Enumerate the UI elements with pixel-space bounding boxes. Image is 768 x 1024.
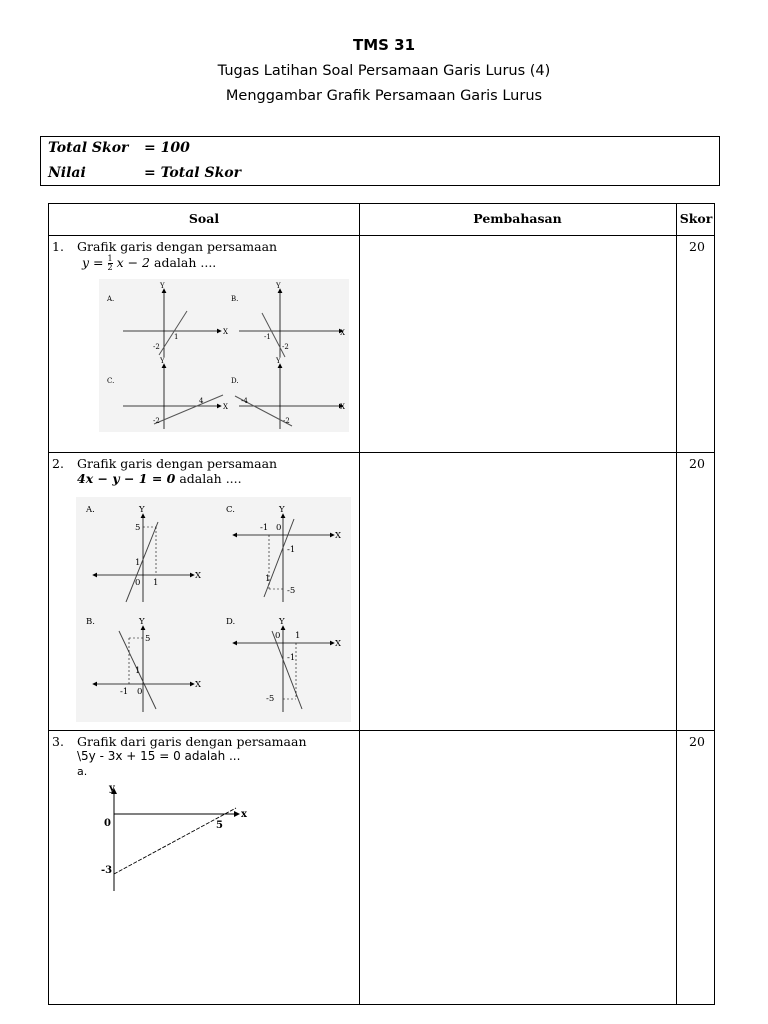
- q2-a-label-0: 0: [135, 578, 141, 588]
- question-3-equation: \5y - 3x + 15 = 0 adalah ...: [77, 749, 241, 763]
- q2-d-axis-y: Y: [279, 617, 285, 627]
- q1-a-axis-x: X: [223, 328, 228, 336]
- question-2-number: 2.: [52, 456, 64, 471]
- q2-a-axis-x: X: [195, 571, 202, 581]
- q2-d-label-m1: -1: [287, 653, 296, 663]
- q1-c-axis-x: X: [223, 403, 228, 411]
- q1-option-c[interactable]: C.: [107, 377, 115, 385]
- q3-axis-x: x: [241, 809, 247, 820]
- q1-c-label-x: 4: [199, 397, 204, 405]
- q2-b-axis-x: X: [195, 680, 202, 690]
- q2-option-d[interactable]: D.: [226, 617, 236, 627]
- q2-c-label-m5: -5: [287, 586, 296, 596]
- question-1-number: 1.: [52, 239, 64, 254]
- q3-label-ym3: -3: [101, 865, 113, 876]
- q1-a-label-y: -2: [153, 343, 160, 351]
- question-3-score: 20: [689, 734, 705, 749]
- question-2-equation: 4x − y − 1 = 0 adalah ....: [77, 471, 242, 486]
- q2-d-label-m5: -5: [266, 694, 275, 704]
- q2-b-label-m1: -1: [120, 687, 129, 697]
- total-score-label: Total Skor: [48, 140, 129, 156]
- q3-axis-y: y: [109, 783, 115, 794]
- q2-a-label-1: 1: [135, 558, 141, 568]
- q1-b-label-y: -2: [282, 343, 289, 351]
- page-title: TMS 31: [352, 36, 416, 54]
- question-table: [48, 203, 715, 1005]
- question-1-equation: y = $\frac{1}{2}$ x − 2 adalah ....: [82, 254, 217, 272]
- question-2-figure: [76, 497, 351, 722]
- total-score-value: = 100: [144, 140, 190, 156]
- header-pembahasan: Pembahasan: [473, 211, 562, 226]
- q1-a-axis-y: Y: [160, 282, 165, 290]
- q3-label-origin: 0: [104, 818, 111, 829]
- question-1-text: Grafik garis dengan persamaan: [77, 239, 278, 254]
- q1-d-label-y: -2: [283, 417, 290, 425]
- q2-d-label-1: 1: [295, 631, 301, 641]
- q2-option-a[interactable]: A.: [86, 505, 95, 515]
- question-1-figure: [99, 279, 349, 432]
- q3-option-a[interactable]: a.: [77, 765, 88, 778]
- q2-c-label-1: 1: [265, 574, 271, 584]
- question-1-score: 20: [689, 239, 705, 254]
- q2-c-label-m1: -1: [260, 523, 269, 533]
- header-skor: Skor: [679, 211, 713, 226]
- q1-a-label-x: 1: [174, 333, 179, 341]
- page-subtitle-2: Menggambar Grafik Persamaan Garis Lurus: [225, 88, 543, 104]
- q2-b-label-1: 1: [135, 666, 141, 676]
- q2-a-label-5: 5: [135, 523, 141, 533]
- grade-value: = Total Skor: [144, 165, 242, 181]
- q1-b-axis-y: Y: [276, 282, 281, 290]
- q1-c-axis-y: Y: [160, 357, 165, 365]
- q1-d-axis-y: Y: [276, 357, 281, 365]
- question-2-text: Grafik garis dengan persamaan: [77, 456, 278, 471]
- q1-c-label-y: -2: [153, 417, 160, 425]
- q2-b-label-0: 0: [137, 687, 143, 697]
- q2-c-label-ym1: -1: [287, 545, 296, 555]
- question-3-text: Grafik dari garis dengan persamaan: [77, 734, 307, 749]
- q1-option-b[interactable]: B.: [231, 295, 239, 303]
- question-2-score: 20: [689, 456, 705, 471]
- q1-option-d[interactable]: D.: [231, 377, 239, 385]
- q1-d-label-x: -4: [241, 397, 248, 405]
- q1-d-axis-x: X: [340, 403, 345, 411]
- q2-b-label-5: 5: [145, 634, 151, 644]
- score-box: [40, 136, 720, 186]
- q1-b-axis-x: X: [340, 329, 345, 337]
- question-3-number: 3.: [52, 734, 64, 749]
- q2-option-c[interactable]: C.: [226, 505, 235, 515]
- grade-label: Nilai: [48, 165, 86, 181]
- q1-option-a[interactable]: A.: [107, 295, 115, 303]
- q2-c-axis-x: X: [335, 531, 342, 541]
- q3-label-x5: 5: [216, 820, 223, 831]
- q2-b-axis-y: Y: [139, 617, 145, 627]
- q1-b-label-x: -1: [264, 333, 271, 341]
- question-3-figure: [89, 781, 264, 896]
- q2-a-axis-y: Y: [139, 505, 145, 515]
- q2-option-b[interactable]: B.: [86, 617, 95, 627]
- q2-c-axis-y: Y: [279, 505, 285, 515]
- q2-a-label-x1: 1: [153, 578, 159, 588]
- q2-d-label-0: 0: [275, 631, 281, 641]
- page-subtitle: Tugas Latihan Soal Persamaan Garis Lurus (4): [217, 63, 551, 79]
- q2-d-axis-x: X: [335, 639, 342, 649]
- q2-c-label-0: 0: [276, 523, 282, 533]
- header-soal: Soal: [188, 211, 220, 226]
